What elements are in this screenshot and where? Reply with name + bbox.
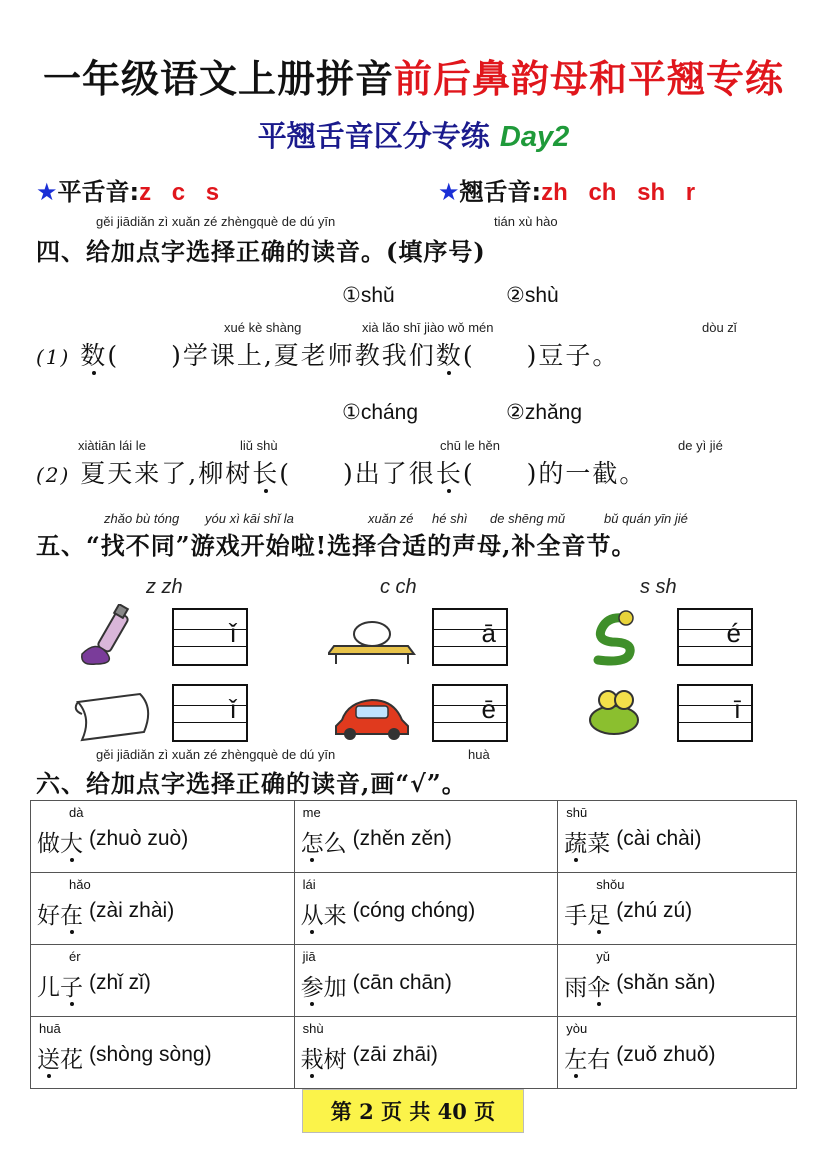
flat-tongue-legend: ★平舌音:z c s: [36, 178, 220, 206]
question-2: (2) 夏天来了,柳树长( )出了很长( )的一截。: [36, 459, 647, 488]
cell-pinyin: yòu: [566, 1021, 588, 1036]
cell-word: 怎么: [300, 831, 347, 857]
initials-z-zh: z zh: [146, 576, 183, 598]
cell-word: 送花: [37, 1047, 83, 1073]
cell-pinyin: ér: [69, 949, 81, 964]
answer-box-c-top[interactable]: ā: [432, 608, 508, 666]
cell-options[interactable]: (zhú zú): [616, 899, 693, 922]
word-cell: [31, 945, 295, 1017]
page-subtitle: 平翘舌音区分专练 Day2: [257, 119, 570, 153]
section4-pinyin-b: tián xù hào: [494, 214, 558, 229]
cell-options[interactable]: (zhuò zuò): [89, 827, 189, 850]
word-cell: [294, 801, 558, 873]
section5-pinyin-4: hé shì: [432, 511, 468, 526]
word-cell: [294, 873, 558, 945]
table-row: [31, 873, 797, 945]
section6-heading: 六、给加点字选择正确的读音,画“√”。: [36, 769, 467, 798]
section5-pinyin-6: bǔ quán yīn jié: [604, 511, 688, 526]
q2-pinyin-a: xiàtiān lái le: [78, 438, 146, 453]
reading-choice-table: [30, 800, 797, 1089]
star-icon: ★: [36, 178, 58, 206]
word-cell: [558, 873, 797, 945]
cell-options[interactable]: (zài zhài): [89, 899, 175, 922]
cell-options[interactable]: (zuǒ zhuǒ): [616, 1043, 716, 1066]
section4-pinyin: gěi jiādiǎn zì xuǎn zé zhèngquè de dú yīn: [96, 214, 336, 229]
cell-word: 手足: [564, 903, 611, 929]
q2-option-1: ①cháng: [342, 401, 419, 424]
cell-word: 参加: [300, 975, 347, 1001]
question-1: (1) 数( )学课上,夏老师教我们数( )豆子。: [36, 341, 620, 370]
cell-word: 儿子: [37, 975, 83, 1001]
cell-pinyin: yǔ: [596, 949, 611, 964]
page-number: 第 2 页 共 40 页: [302, 1089, 524, 1133]
cell-pinyin: huā: [39, 1021, 61, 1036]
table-row: [31, 945, 797, 1017]
answer-box-s-top[interactable]: é: [677, 608, 753, 666]
q1-option-1: ①shǔ: [342, 284, 395, 307]
cell-pinyin: hǎo: [69, 877, 91, 892]
section5-heading: 五、“找不同”游戏开始啦!选择合适的声母,补全音节。: [36, 531, 637, 560]
q1-pinyin-a: xué kè shàng: [224, 320, 302, 335]
q2-pinyin-d: de yì jié: [678, 438, 723, 453]
q2-option-2: ②zhǎng: [506, 401, 583, 424]
cell-options[interactable]: (shòng sòng): [89, 1043, 212, 1066]
word-cell: [294, 1017, 558, 1089]
cell-word: 好在: [37, 903, 83, 929]
cell-pinyin: shù: [302, 1021, 324, 1036]
word-cell: [31, 801, 295, 873]
word-cell: [558, 1017, 797, 1089]
word-cell: [31, 873, 295, 945]
lizard-icon: [584, 684, 648, 742]
answer-box-c-bottom[interactable]: ē: [432, 684, 508, 742]
q1-pinyin-c: dòu zǐ: [702, 320, 737, 335]
cell-options[interactable]: (shǎn sǎn): [616, 971, 716, 994]
word-cell: [294, 945, 558, 1017]
section5-pinyin-5: de shēng mǔ: [490, 511, 566, 526]
table-row: [31, 1017, 797, 1089]
section5-pinyin-3: xuǎn zé: [368, 511, 414, 526]
cell-word: 从来: [300, 903, 347, 929]
q1-option-2: ②shù: [506, 284, 559, 307]
car-icon: [328, 690, 418, 742]
q1-pinyin-b: xià lǎo shī jiào wǒ mén: [362, 320, 494, 335]
cell-pinyin: me: [302, 805, 321, 820]
cell-word: 做大: [37, 831, 83, 857]
q2-pinyin-b: liǔ shù: [240, 438, 278, 453]
snake-icon: [588, 608, 648, 668]
cell-options[interactable]: (zhǐ zǐ): [89, 971, 151, 994]
initials-s-sh: s sh: [640, 576, 677, 598]
answer-box-s-bottom[interactable]: ī: [677, 684, 753, 742]
initials-c-ch: c ch: [380, 576, 417, 598]
section5-pinyin-1: zhǎo bù tóng: [104, 511, 180, 526]
section4-heading: 四、给加点字选择正确的读音。(填序号): [36, 237, 486, 266]
paper-icon: [70, 688, 160, 744]
star-icon: ★: [438, 178, 460, 206]
retroflex-legend: ★翘舌音:zh ch sh r: [438, 178, 696, 206]
cell-options[interactable]: (cài chài): [616, 827, 702, 850]
word-cell: [31, 1017, 295, 1089]
cell-word: 雨伞: [564, 975, 611, 1001]
word-cell: [558, 945, 797, 1017]
section5-pinyin-2: yóu xì kāi shǐ la: [205, 511, 294, 526]
q2-pinyin-c: chū le hěn: [440, 438, 500, 453]
section6-pinyin-b: huà: [468, 747, 490, 762]
cell-pinyin: shū: [566, 805, 588, 820]
cell-options[interactable]: (zhěn zěn): [352, 827, 452, 850]
answer-box-z-top[interactable]: ǐ: [172, 608, 248, 666]
section6-pinyin: gěi jiādiǎn zì xuǎn zé zhèngquè de dú yīn: [96, 747, 336, 762]
table-row: [31, 801, 797, 873]
paint-tube-icon: [76, 604, 156, 668]
cell-pinyin: shǒu: [596, 877, 625, 892]
cell-word: 左右: [564, 1047, 611, 1073]
cell-pinyin: dà: [69, 805, 84, 820]
cell-pinyin: jiā: [302, 949, 316, 964]
cell-options[interactable]: (cóng chóng): [352, 899, 476, 922]
word-cell: [558, 801, 797, 873]
desk-icon: [328, 606, 418, 666]
cell-options[interactable]: (cān chān): [352, 971, 452, 994]
answer-box-z-bottom[interactable]: ǐ: [172, 684, 248, 742]
cell-word: 蔬菜: [564, 831, 611, 857]
cell-pinyin: lái: [302, 877, 316, 892]
cell-word: 栽树: [300, 1047, 347, 1073]
page-title: 一年级语文上册拼音前后鼻韵母和平翘专练: [42, 56, 785, 101]
cell-options[interactable]: (zāi zhāi): [352, 1043, 438, 1066]
